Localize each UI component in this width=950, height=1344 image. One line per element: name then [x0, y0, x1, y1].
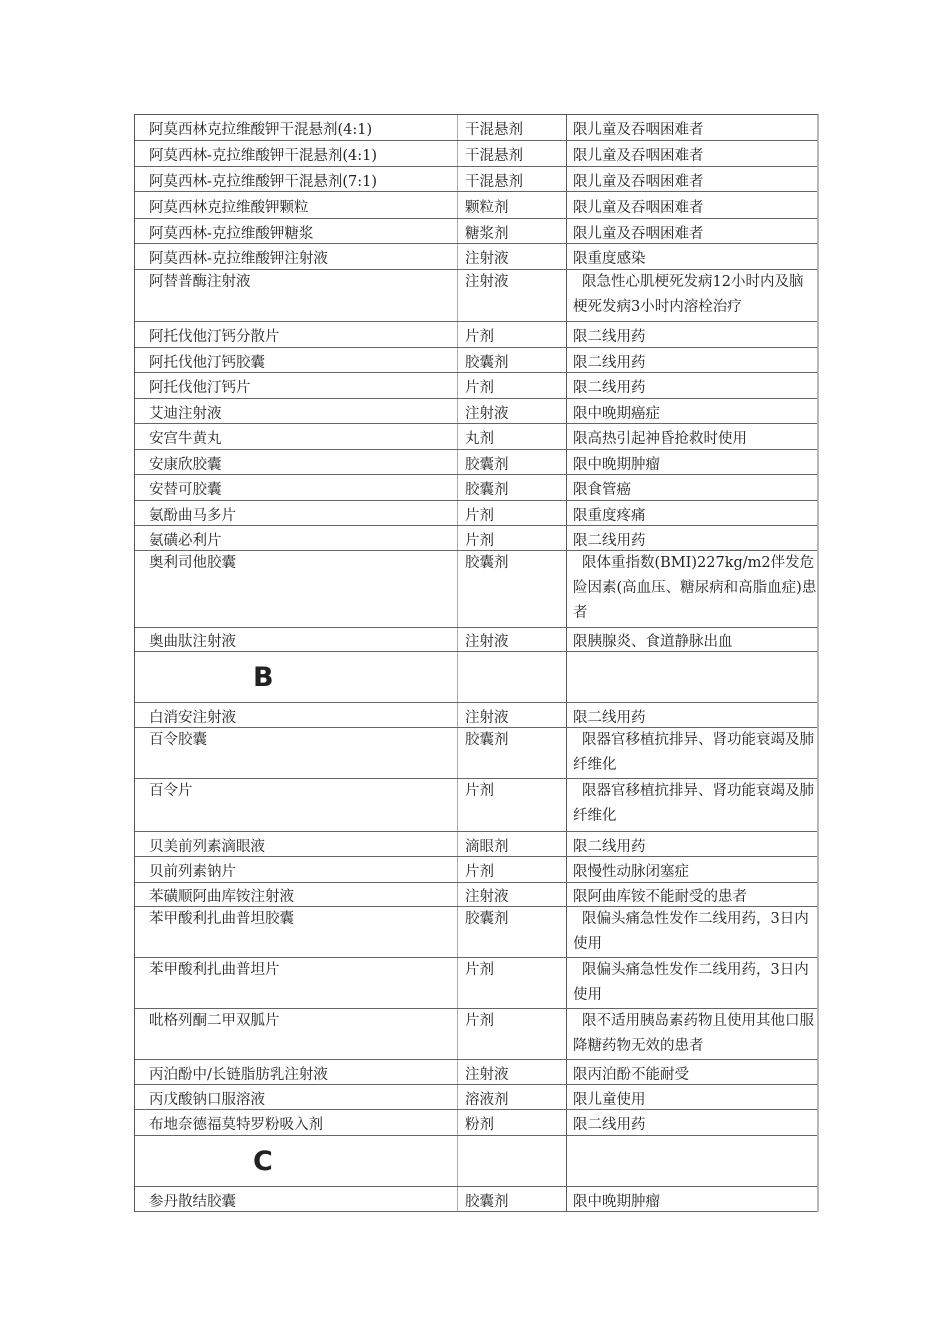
drug-name-cell: 氨酚曲马多片	[135, 501, 458, 525]
restriction-cell: 限丙泊酚不能耐受	[573, 1067, 689, 1083]
drug-name-cell: 阿莫西林-克拉维酸钾糖浆	[135, 219, 458, 243]
dosage-form-cell: 干混悬剂	[458, 115, 567, 140]
drug-name-cell: 阿托伐他汀钙分散片	[135, 322, 458, 347]
table-row	[135, 703, 817, 728]
drug-name-cell: 吡格列酮二甲双胍片	[135, 1009, 458, 1059]
dosage-form-cell: 注射液	[458, 399, 567, 423]
table-row	[135, 348, 817, 373]
table-row	[135, 322, 817, 348]
drug-name-cell: 布地奈德福莫特罗粉吸入剂	[135, 1110, 458, 1135]
dosage-form-cell: 胶囊剂	[458, 907, 567, 957]
table-row	[135, 628, 817, 652]
restriction-cell: 限器官移植抗排异、肾功能衰竭及肺纤维化	[573, 783, 814, 824]
restriction-cell	[567, 1136, 817, 1186]
dosage-form-cell	[458, 1136, 567, 1186]
drug-name-cell: 阿托伐他汀钙胶囊	[135, 348, 458, 372]
dosage-form-cell: 注射液	[458, 1060, 567, 1084]
dosage-form-cell: 干混悬剂	[458, 141, 567, 166]
restriction-cell: 限二线用药	[573, 839, 646, 855]
drug-name-cell: 安宫牛黄丸	[135, 424, 458, 449]
restriction-cell: 限慢性动脉闭塞症	[573, 864, 689, 880]
restriction-cell: 限中晚期癌症	[573, 406, 660, 422]
restriction-cell: 限偏头痛急性发作二线用药，3日内使用	[573, 911, 809, 952]
dosage-form-cell: 片剂	[458, 958, 567, 1008]
dosage-form-cell: 片剂	[458, 501, 567, 525]
drug-name-cell: 阿替普酶注射液	[135, 270, 458, 321]
drug-name-cell: 阿莫西林克拉维酸钾干混悬剂(4:1)	[135, 115, 458, 140]
table-row	[135, 907, 817, 958]
table-row	[135, 551, 817, 628]
table-row	[135, 373, 817, 399]
table-row	[135, 1187, 817, 1212]
restriction-cell: 限儿童及吞咽困难者	[573, 174, 704, 190]
section-header-row	[135, 1136, 817, 1187]
drug-restriction-table	[134, 114, 819, 1212]
restriction-cell: 限儿童及吞咽困难者	[573, 122, 704, 138]
section-letter: B	[135, 652, 458, 702]
drug-name-cell: 丙戊酸钠口服溶液	[135, 1085, 458, 1109]
dosage-form-cell: 片剂	[458, 322, 567, 347]
table-row	[135, 115, 817, 141]
restriction-cell: 限急性心肌梗死发病12小时内及脑梗死发病3小时内溶栓治疗	[573, 274, 804, 315]
drug-name-cell: 贝前列素钠片	[135, 857, 458, 882]
table-row	[135, 450, 817, 475]
table-row	[135, 728, 817, 779]
restriction-cell: 限二线用药	[573, 533, 646, 549]
restriction-cell: 限重度疼痛	[573, 508, 646, 524]
dosage-form-cell: 滴眼剂	[458, 832, 567, 856]
table-row	[135, 501, 817, 526]
drug-name-cell: 阿莫西林克拉维酸钾颗粒	[135, 192, 458, 218]
drug-name-cell: 贝美前列素滴眼液	[135, 832, 458, 856]
table-row	[135, 958, 817, 1009]
dosage-form-cell: 片剂	[458, 373, 567, 398]
drug-name-cell: 阿莫西林-克拉维酸钾注射液	[135, 244, 458, 269]
restriction-cell: 限二线用药	[573, 329, 646, 345]
table-row	[135, 1110, 817, 1136]
table-row	[135, 1009, 817, 1060]
drug-name-cell: 奥曲肽注射液	[135, 628, 458, 651]
restriction-cell: 限二线用药	[573, 710, 646, 726]
dosage-form-cell: 注射液	[458, 244, 567, 269]
restriction-cell: 限二线用药	[573, 1117, 646, 1133]
drug-name-cell: 安康欣胶囊	[135, 450, 458, 474]
dosage-form-cell: 注射液	[458, 703, 567, 727]
restriction-cell: 限偏头痛急性发作二线用药，3日内使用	[573, 962, 809, 1003]
restriction-cell: 限不适用胰岛素药物且使用其他口服降糖药物无效的患者	[573, 1013, 814, 1054]
dosage-form-cell	[458, 652, 567, 702]
table-row	[135, 141, 817, 167]
table-row	[135, 270, 817, 322]
dosage-form-cell: 胶囊剂	[458, 1187, 567, 1211]
restriction-cell: 限二线用药	[573, 355, 646, 371]
dosage-form-cell: 胶囊剂	[458, 450, 567, 474]
drug-name-cell: 参丹散结胶囊	[135, 1187, 458, 1211]
table-row	[135, 424, 817, 450]
restriction-cell: 限中晚期肿瘤	[573, 1194, 660, 1210]
restriction-cell: 限二线用药	[573, 380, 646, 396]
drug-name-cell: 苯甲酸利扎曲普坦片	[135, 958, 458, 1008]
restriction-cell: 限食管癌	[573, 482, 631, 498]
drug-name-cell: 阿托伐他汀钙片	[135, 373, 458, 398]
restriction-cell: 限儿童及吞咽困难者	[573, 200, 704, 216]
restriction-cell: 限体重指数(BMI)227kg/m2伴发危险因素(高血压、糖尿病和高脂血症)患者	[573, 555, 817, 621]
restriction-cell: 限儿童及吞咽困难者	[573, 226, 704, 242]
restriction-cell: 限阿曲库铵不能耐受的患者	[573, 889, 747, 905]
dosage-form-cell: 糖浆剂	[458, 219, 567, 243]
dosage-form-cell: 注射液	[458, 883, 567, 906]
table-row	[135, 1085, 817, 1110]
drug-name-cell: 苯甲酸利扎曲普坦胶囊	[135, 907, 458, 957]
table-row	[135, 526, 817, 551]
drug-name-cell: 氨磺必利片	[135, 526, 458, 550]
dosage-form-cell: 胶囊剂	[458, 475, 567, 500]
drug-name-cell: 苯磺顺阿曲库铵注射液	[135, 883, 458, 906]
table-row	[135, 399, 817, 424]
drug-name-cell: 奥利司他胶囊	[135, 551, 458, 627]
table-row	[135, 475, 817, 501]
table-row	[135, 779, 817, 832]
dosage-form-cell: 粉剂	[458, 1110, 567, 1135]
drug-name-cell: 白消安注射液	[135, 703, 458, 727]
table-row	[135, 1060, 817, 1085]
dosage-form-cell: 胶囊剂	[458, 551, 567, 627]
drug-name-cell: 阿莫西林-克拉维酸钾干混悬剂(4:1)	[135, 141, 458, 166]
dosage-form-cell: 干混悬剂	[458, 167, 567, 191]
table-row	[135, 883, 817, 907]
restriction-cell: 限儿童及吞咽困难者	[573, 148, 704, 164]
restriction-cell: 限重度感染	[573, 251, 646, 267]
restriction-cell: 限胰腺炎、食道静脉出血	[573, 634, 733, 650]
drug-name-cell: 丙泊酚中/长链脂肪乳注射液	[135, 1060, 458, 1084]
dosage-form-cell: 注射液	[458, 628, 567, 651]
drug-name-cell: 阿莫西林-克拉维酸钾干混悬剂(7:1)	[135, 167, 458, 191]
drug-name-cell: 安替可胶囊	[135, 475, 458, 500]
dosage-form-cell: 片剂	[458, 526, 567, 550]
restriction-cell: 限儿童使用	[573, 1092, 646, 1108]
section-header-row	[135, 652, 817, 703]
restriction-cell	[567, 652, 817, 702]
dosage-form-cell: 片剂	[458, 1009, 567, 1059]
drug-name-cell: 艾迪注射液	[135, 399, 458, 423]
dosage-form-cell: 胶囊剂	[458, 348, 567, 372]
section-letter: C	[135, 1136, 458, 1186]
dosage-form-cell: 片剂	[458, 857, 567, 882]
dosage-form-cell: 片剂	[458, 779, 567, 831]
dosage-form-cell: 丸剂	[458, 424, 567, 449]
dosage-form-cell: 注射液	[458, 270, 567, 321]
restriction-cell: 限高热引起神昏抢救时使用	[573, 431, 747, 447]
table-row	[135, 244, 817, 270]
table-row	[135, 219, 817, 244]
restriction-cell: 限中晚期肿瘤	[573, 457, 660, 473]
table-row	[135, 857, 817, 883]
dosage-form-cell: 溶液剂	[458, 1085, 567, 1109]
dosage-form-cell: 胶囊剂	[458, 728, 567, 778]
drug-name-cell: 百令片	[135, 779, 458, 831]
table-row	[135, 167, 817, 192]
restriction-cell: 限器官移植抗排异、肾功能衰竭及肺纤维化	[573, 732, 814, 773]
table-row	[135, 192, 817, 219]
table-row	[135, 832, 817, 857]
dosage-form-cell: 颗粒剂	[458, 192, 567, 218]
drug-name-cell: 百令胶囊	[135, 728, 458, 778]
